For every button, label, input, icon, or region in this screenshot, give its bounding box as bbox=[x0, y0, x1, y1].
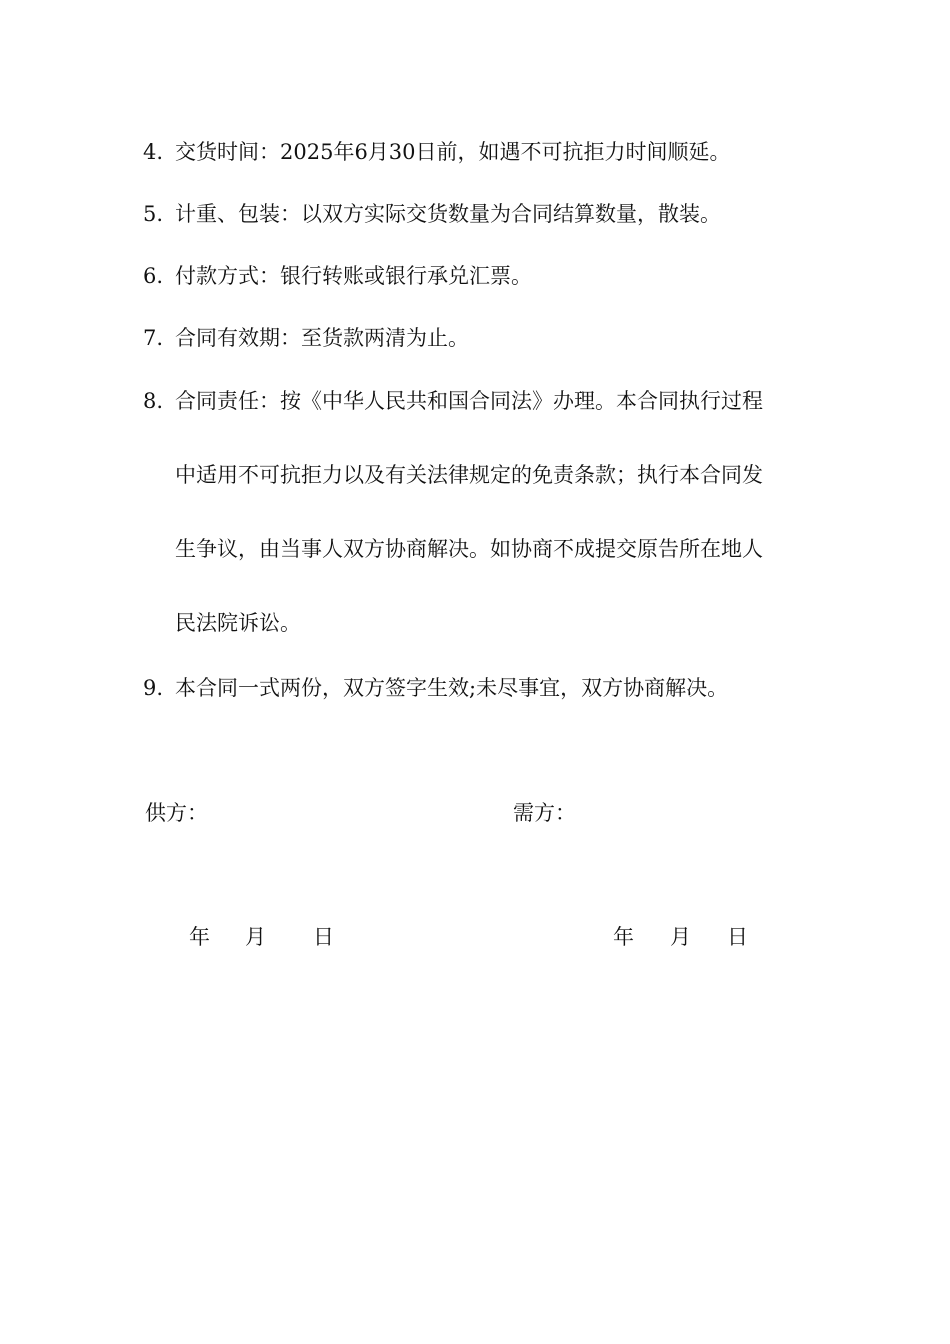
clause-text: 计重、包装：以双方实际交货数量为合同结算数量，散装。 bbox=[175, 202, 721, 226]
clause-text: 付款方式：银行转账或银行承兑汇票。 bbox=[175, 264, 532, 288]
clause-number: 8. bbox=[143, 389, 164, 413]
buyer-date-year: 年 bbox=[613, 925, 634, 949]
clause-8-continuation-3: 民法院诉讼。 bbox=[175, 611, 301, 635]
clause-number: 6. bbox=[143, 264, 164, 288]
clause-number: 7. bbox=[143, 326, 164, 350]
clause-text: 合同有效期：至货款两清为止。 bbox=[175, 326, 469, 350]
supplier-date-month: 月 bbox=[245, 925, 266, 949]
clause-text: 合同责任：按《中华人民共和国合同法》办理。本合同执行过程 bbox=[175, 389, 763, 413]
supplier-label: 供方： bbox=[145, 801, 208, 825]
buyer-date-month: 月 bbox=[670, 925, 691, 949]
buyer-date-day: 日 bbox=[727, 925, 748, 949]
clause-5 bbox=[143, 200, 721, 228]
supplier-date-year: 年 bbox=[189, 925, 210, 949]
clause-number: 9. bbox=[143, 676, 164, 700]
clause-number: 5. bbox=[143, 202, 164, 226]
clause-8 bbox=[143, 387, 763, 415]
clause-7 bbox=[143, 324, 469, 352]
clause-9 bbox=[143, 674, 728, 702]
clause-text: 交货时间：2025年6月30日前，如遇不可抗拒力时间顺延。 bbox=[175, 140, 731, 164]
clause-8-continuation-1: 中适用不可抗拒力以及有关法律规定的免责条款；执行本合同发 bbox=[175, 463, 763, 487]
clause-number: 4. bbox=[143, 140, 164, 164]
buyer-label: 需方： bbox=[513, 801, 576, 825]
clause-6 bbox=[143, 262, 532, 290]
clause-8-continuation-2: 生争议，由当事人双方协商解决。如协商不成提交原告所在地人 bbox=[175, 537, 763, 561]
supplier-date-day: 日 bbox=[313, 925, 334, 949]
clause-4 bbox=[143, 138, 731, 166]
clause-text: 本合同一式两份，双方签字生效;未尽事宜，双方协商解决。 bbox=[175, 676, 729, 700]
